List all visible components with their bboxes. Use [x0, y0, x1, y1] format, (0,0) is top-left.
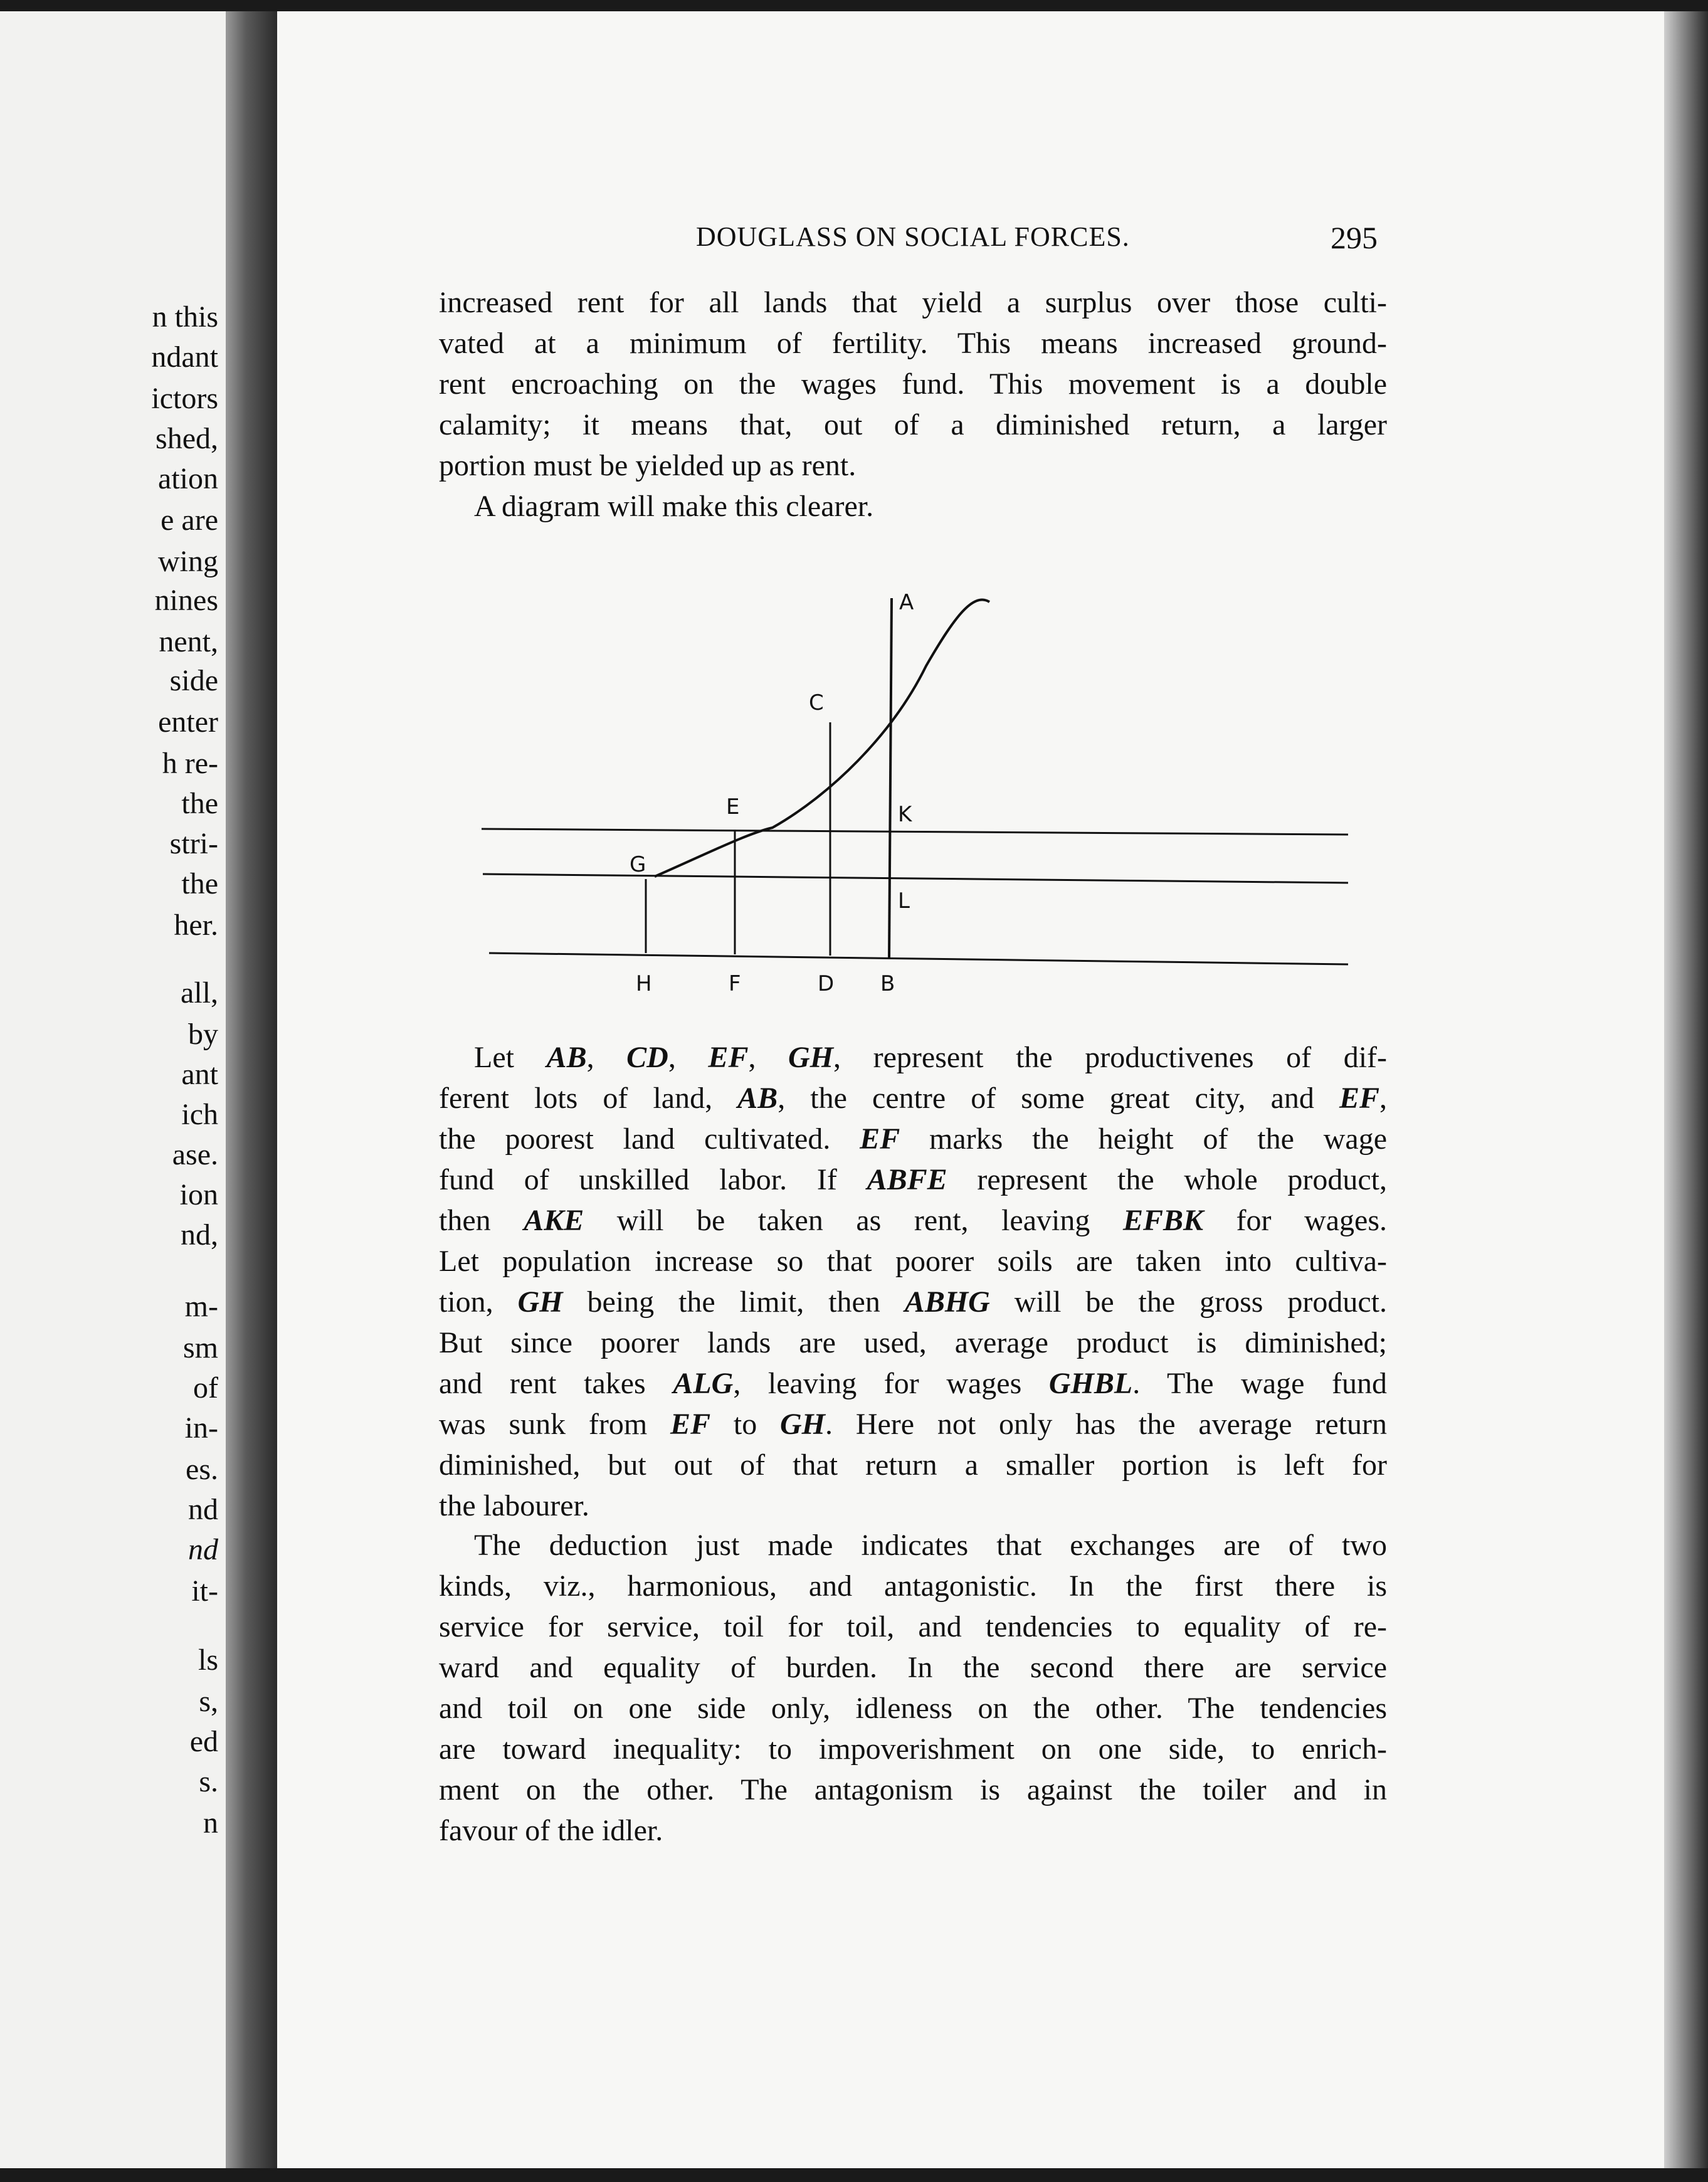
text-line: diminished, but out of that return a smaller portion is left for — [439, 1448, 1387, 1482]
left-page-fragment: ictors — [151, 382, 218, 415]
baseline — [489, 953, 1348, 964]
left-page-fragment: nent, — [159, 625, 218, 658]
text-line: and rent takes ALG, leaving for wages GHBL. The wage fund — [439, 1367, 1388, 1400]
left-page-fragment: sm — [182, 1331, 218, 1364]
text-line: ment on the other. The antagonism is against the toiler and in — [439, 1773, 1387, 1806]
left-page-fragment: nines — [154, 584, 218, 617]
left-page-fragment: e are — [161, 503, 218, 537]
left-page-fragment: nd — [188, 1533, 218, 1566]
text-line: the labourer. — [439, 1489, 589, 1522]
left-page-fragment: m- — [184, 1290, 218, 1323]
label-c: C — [809, 690, 824, 715]
book-gutter — [226, 11, 277, 2168]
text-line: A diagram will make this clearer. — [474, 490, 874, 523]
page-edge — [1664, 11, 1708, 2168]
line-k — [482, 829, 1348, 835]
left-page-fragment: stri- — [169, 827, 218, 860]
text-line: vated at a minimum of fertility. This means increased ground- — [439, 327, 1387, 360]
left-page-fragment: ation — [158, 462, 218, 495]
text-line: ward and equality of burden. In the second there are service — [439, 1651, 1387, 1684]
left-page-fragment: h re- — [162, 747, 218, 780]
left-page-fragment: shed, — [156, 422, 218, 455]
text-line: calamity; it means that, out of a diminished return, a larger — [439, 408, 1387, 441]
text-line: ferent lots of land, AB, the centre of some great city, and EF, — [439, 1082, 1388, 1115]
text-line: the poorest land cultivated. EF marks the height of the wage — [439, 1122, 1388, 1156]
vertical-ab — [889, 598, 892, 959]
page-number: 295 — [1331, 220, 1378, 255]
left-page-fragment: ant — [181, 1058, 218, 1091]
paragraph-1 — [439, 282, 1387, 486]
left-page-fragment: n — [203, 1806, 218, 1840]
label-b: B — [880, 971, 895, 996]
left-page-fragment: by — [188, 1018, 218, 1051]
left-page-fragment: the — [181, 787, 218, 820]
paragraph-3 — [439, 1037, 1387, 1526]
productivity-curve — [655, 600, 989, 877]
left-page-fragment: all, — [181, 976, 218, 1009]
line-l — [483, 874, 1348, 883]
text-line: But since poorer lands are used, average product is diminished; — [439, 1326, 1387, 1359]
left-page-fragment: nd — [188, 1493, 218, 1526]
text-line: kinds, viz., harmonious, and antagonistic. In the first there is — [439, 1569, 1387, 1603]
text-line: tion, GH being the limit, then ABHG will be the gross product. — [439, 1285, 1388, 1319]
text-line: rent encroaching on the wages fund. This movement is a double — [439, 367, 1387, 401]
text-line: Let population increase so that poorer soils are taken into cultiva- — [439, 1245, 1387, 1278]
left-page-fragment: it- — [191, 1574, 218, 1608]
left-page-fragment: ase. — [172, 1138, 218, 1171]
text-line: fund of unskilled labor. If ABFE represent the whole product, — [439, 1163, 1388, 1196]
label-d: D — [818, 971, 835, 996]
text-line: favour of the idler. — [439, 1814, 663, 1847]
label-k: K — [898, 802, 912, 827]
text-line: portion must be yielded up as rent. — [439, 449, 857, 482]
text-line: increased rent for all lands that yield a surplus over those culti- — [439, 286, 1387, 319]
text-line: Let AB, CD, EF, GH, represent the productivenes of dif- — [474, 1041, 1387, 1074]
left-page-fragment: her. — [174, 909, 218, 942]
left-page-text — [5, 11, 218, 2168]
left-page-fragment: wing — [158, 545, 218, 578]
label-l: L — [898, 888, 910, 914]
label-f: F — [729, 971, 741, 996]
left-page-fragment: s, — [199, 1685, 218, 1718]
left-page-fragment: ed — [189, 1725, 218, 1758]
left-page-fragment: in- — [184, 1411, 218, 1445]
paragraph-2 — [439, 486, 1387, 527]
left-page-fragment: n this — [152, 300, 218, 334]
left-page — [0, 11, 226, 2168]
text-line: The deduction just made indicates that exchanges are of two — [474, 1529, 1387, 1562]
left-page-fragment: the — [181, 867, 218, 900]
left-page-fragment: s. — [199, 1765, 218, 1798]
text-line: service for service, toil for toil, and tendencies to equality of re- — [439, 1610, 1387, 1643]
rent-diagram — [465, 579, 1356, 1012]
left-page-fragment: es. — [186, 1453, 218, 1486]
label-a: A — [899, 590, 914, 615]
left-page-fragment: ls — [198, 1643, 218, 1677]
text-line: then AKE will be taken as rent, leaving EFBK for wages. — [439, 1204, 1388, 1237]
label-e: E — [726, 794, 740, 820]
running-header: DOUGLASS ON SOCIAL FORCES. — [696, 221, 1130, 252]
label-g: G — [630, 852, 646, 877]
left-page-fragment: nd, — [181, 1218, 218, 1252]
text-line: are toward inequality: to impoverishment on one side, to enrich- — [439, 1732, 1387, 1766]
left-page-fragment: ndant — [151, 340, 218, 374]
label-h: H — [636, 971, 652, 996]
left-page-fragment: ich — [181, 1098, 218, 1131]
text-line: was sunk from EF to GH. Here not only has the average return — [439, 1408, 1387, 1441]
text-line: and toil on one side only, idleness on the other. The tendencies — [439, 1692, 1387, 1725]
left-page-fragment: enter — [158, 705, 218, 739]
left-page-fragment: side — [169, 664, 218, 697]
paragraph-4 — [439, 1525, 1387, 1851]
left-page-fragment: ion — [179, 1178, 218, 1211]
left-page-fragment: of — [193, 1371, 218, 1405]
